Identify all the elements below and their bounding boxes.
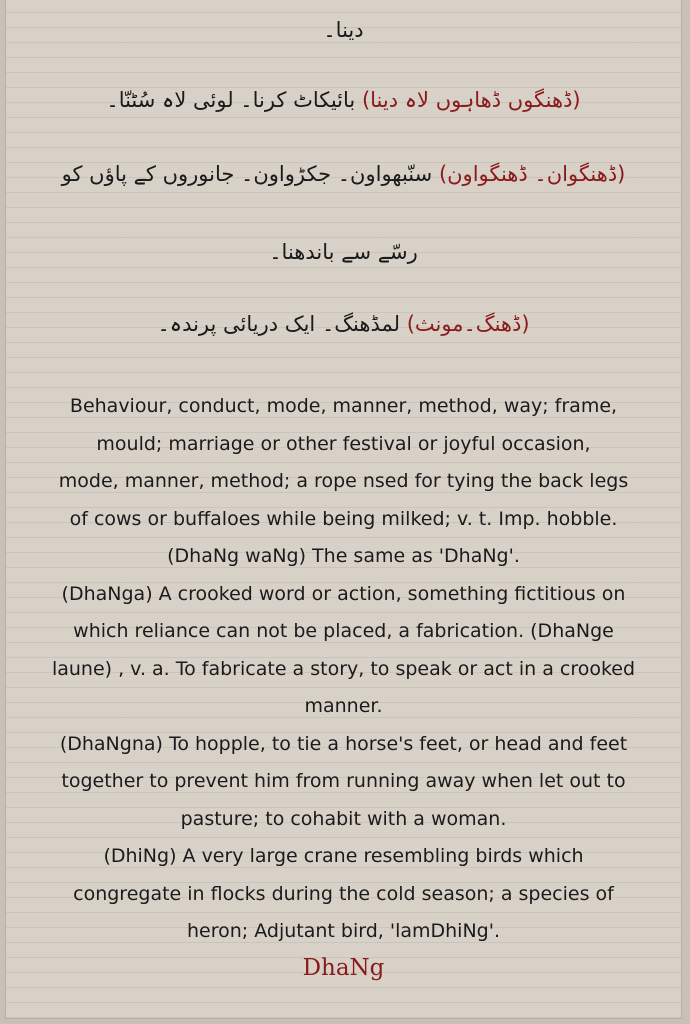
urdu-text: بائیکاٹ کرنا۔ لوئی لاہ سُٹنّا۔ [106,88,356,112]
english-definition: Behaviour, conduct, mode, manner, method, way; frame, mould; marriage or other festival or joyful occasion, mode, manner, method; a rope nsed for tying the back legs of cows or buffaloes while being milked; v. t. Imp. hobble. (DhaNg waNg) The same as 'DhaNg'. (DhaNga) A crooked word or action, something fictitious on which reliance can not be placed, a fabrication. (DhaNge laune) , v. a. To fabricate a story, to speak or act in a crooked manner. (DhaNgna) To hopple, to tie a horse's feet, or head and feet together to prevent him from running away when let out to pasture; to cohabit with a woman. (DhiNg) A very large crane resembling birds which congregate in flocks during the cold season; a species of heron; Adjutant bird, 'lamDhiNg'. [51,395,636,942]
urdu-text: لمڈھنگ۔ ایک دریائی پرندہ۔ [157,312,401,336]
urdu-line-5 [6,312,681,336]
urdu-text: سنّبھواون۔ جکڑواون۔ جانوروں کے پاؤں کو [61,162,433,186]
urdu-text: رسّے سے باندھنا۔ [269,240,418,264]
urdu-keyword: (ڈھنگ۔مونث) [406,312,530,336]
urdu-line-4 [6,240,681,264]
urdu-line-3 [26,162,661,186]
urdu-line-2 [6,88,681,112]
headword-footer: DhaNg [302,955,385,981]
dictionary-page [5,0,682,1019]
urdu-text: دینا۔ [323,18,364,42]
urdu-keyword: (ڈھنگوان۔ ڈھنگواون) [438,162,626,186]
urdu-keyword: (ڈھنگوں ڈھاہوں لاہ دینا) [361,88,581,112]
urdu-line-1 [6,18,681,42]
